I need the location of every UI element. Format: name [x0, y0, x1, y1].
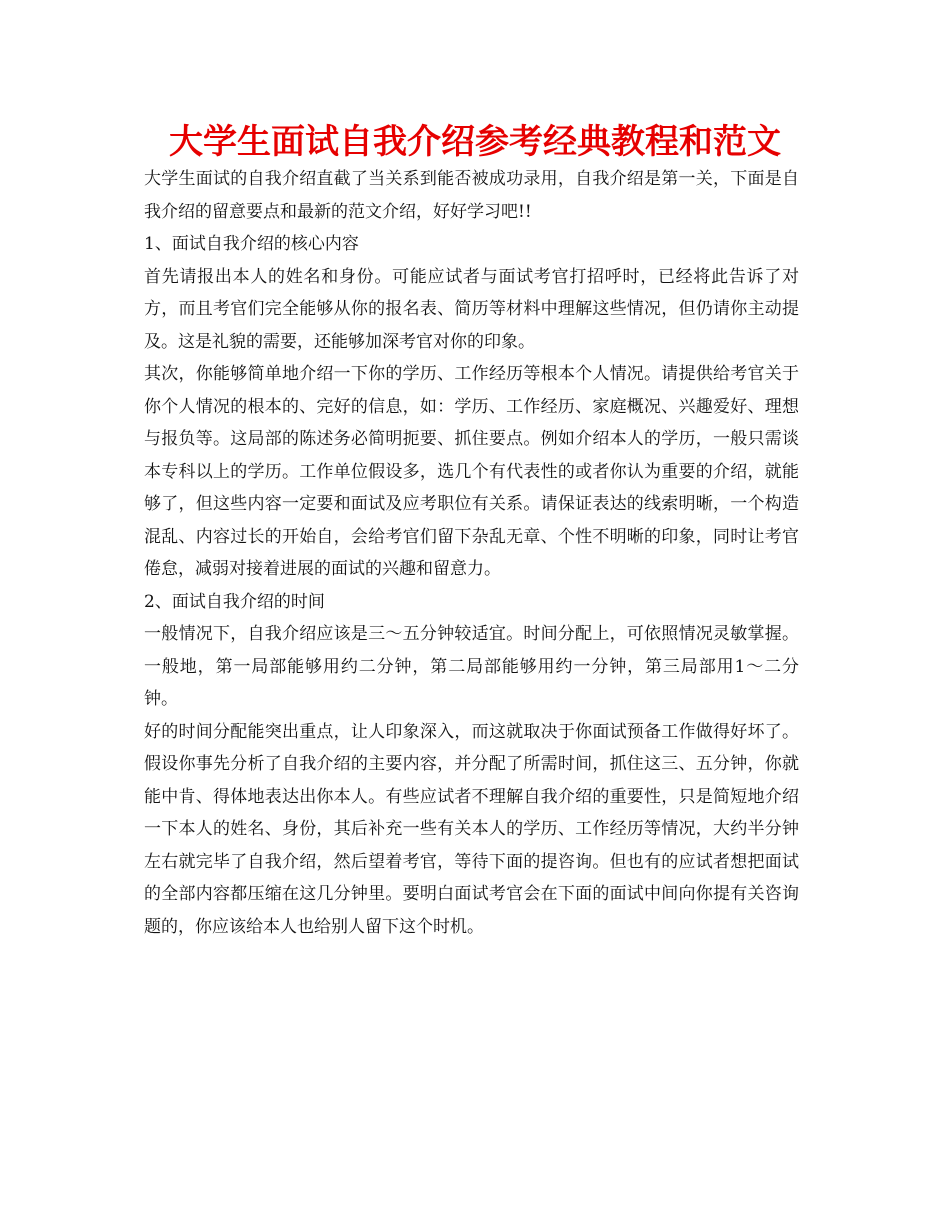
document-title: 大学生面试自我介绍参考经典教程和范文	[169, 122, 781, 162]
section-heading-1: 1、面试自我介绍的核心内容	[144, 234, 359, 254]
document-body	[144, 163, 799, 943]
paragraph-background: 其次，你能够简单地介绍一下你的学历、工作经历等根本个人情况。请提供给考官关于你个人情况的根本的、完好的信息，如：学历、工作经历、家庭概况、兴趣爱好、理想与报负等。这局部的陈述务必简明扼要、抓住要点。例如介绍本人的学历，一般只需谈本专科以上的学历。工作单位假设多，选几个有代表性的或者你认为重要的介绍，就能够了，但这些内容一定要和面试及应考职位有关系。请保证表达的线索明晰，一个构造混乱、内容过长的开始自，会给考官们留下杂乱无章、个性不明晰的印象，同时让考官倦怠，减弱对接着进展的面试的兴趣和留意力。	[144, 364, 799, 579]
paragraph-time-importance: 好的时间分配能突出重点，让人印象深入，而这就取决于你面试预备工作做得好坏了。假设你事先分析了自我介绍的主要内容，并分配了所需时间，抓住这三、五分钟，你就能中肯、得体地表达出你本人。有些应试者不理解自我介绍的重要性，只是简短地介绍一下本人的姓名、身份，其后补充一些有关本人的学历、工作经历等情况，大约半分钟左右就完毕了自我介绍，然后望着考官，等待下面的提咨询。但也有的应试者想把面试的全部内容都压缩在这几分钟里。要明白面试考官会在下面的面试中间向你提有关咨询题的，你应该给本人也给别人留下这个时机。	[144, 721, 799, 937]
paragraph-intro: 大学生面试的自我介绍直截了当关系到能否被成功录用，自我介绍是第一关，下面是自我介绍的留意要点和最新的范文介绍，好好学习吧!!	[144, 169, 799, 222]
section-heading-2: 2、面试自我介绍的时间	[144, 591, 325, 612]
paragraph-name-identity: 首先请报出本人的姓名和身份。可能应试者与面试考官打招呼时，已经将此告诉了对方，而且考官们完全能够从你的报名表、简历等材料中理解这些情况，但仍请你主动提及。这是礼貌的需要，还能够加深考官对你的印象。	[144, 266, 799, 352]
paragraph-time-allocation: 一般情况下，自我介绍应该是三～五分钟较适宜。时间分配上，可依照情况灵敏掌握。一般地，第一局部能够用约二分钟，第二局部能够用约一分钟，第三局部用1～二分钟。	[144, 624, 799, 709]
